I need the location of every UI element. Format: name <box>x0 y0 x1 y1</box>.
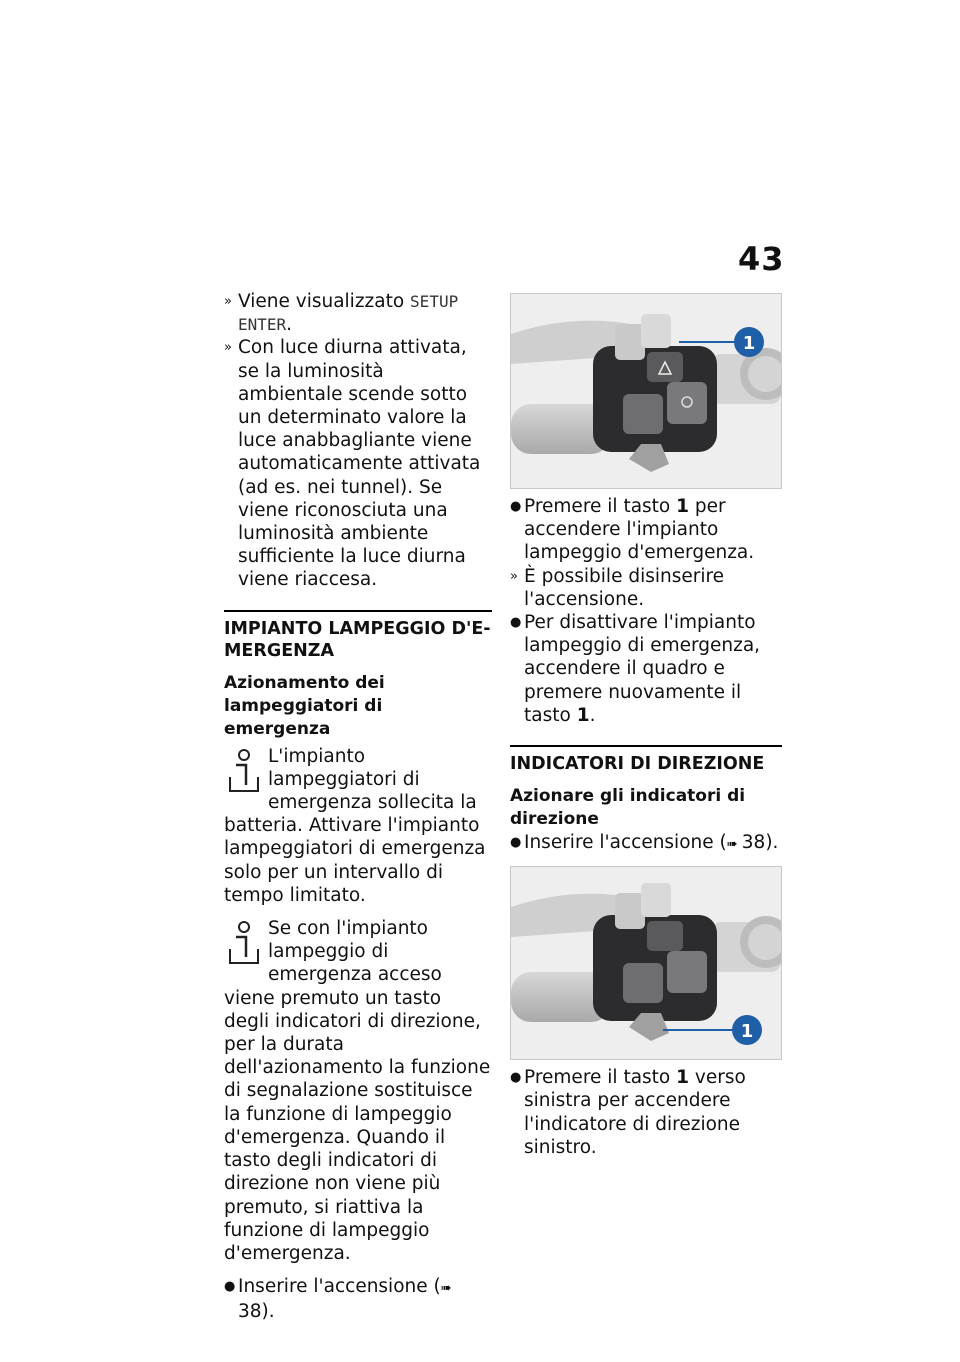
step-item: ● Premere il tasto 1 per accendere l'impianto lampeggio d'emergenza. <box>510 496 755 564</box>
section-title: IMPIANTO LAMPEGGIO D'E- MERGENZA <box>224 618 491 661</box>
right-column <box>510 293 782 1159</box>
handlebar-switch-figure <box>510 293 782 489</box>
figure-callout: 1 <box>740 1021 754 1043</box>
display-text: SETUP ENTER <box>238 292 459 335</box>
info-icon <box>224 747 264 793</box>
result-item: » Con luce diurna attivata, se la luminosità ambientale scende sotto un determinato valore la luce anabbagliante viene automaticamente attivata (ad es. nei tunnel). Se viene riconosciuta una luminosità ambiente sufficiente la luce diurna viene riaccesa. <box>224 337 481 591</box>
switch-illustration <box>511 867 781 1059</box>
bullet-icon: ● <box>510 835 522 851</box>
subheading: Azionare gli indicatori di direzione <box>510 786 746 830</box>
bullet-icon: ● <box>510 1070 522 1086</box>
result-item: » È possibile disinserire l'accensione. <box>510 565 725 610</box>
result-item: » Viene visualizzato SETUP ENTER. <box>224 291 459 336</box>
page-ref-arrow-icon: ➠ <box>726 837 742 853</box>
info-note: L'impianto lampeggiatori di emergenza sollecita la batteria. Attivare l'impianto lampeggiatori di emergenza solo per un intervallo di tempo limitato. <box>224 745 486 906</box>
result-chevron-icon: » <box>224 294 232 309</box>
left-column <box>224 290 492 1324</box>
section-heading-hazard <box>224 610 492 662</box>
step-item: ● Premere il tasto 1 verso sinistra per accendere l'indicatore di direzione sinistro. <box>510 1067 746 1158</box>
page-number: 43 <box>738 240 785 278</box>
section-title: INDICATORI DI DIREZIONE <box>510 754 765 775</box>
step-item: ● Per disattivare l'impianto lampeggio di emergenza, accendere il quadro e premere nuovamente il tasto 1. <box>510 612 761 726</box>
handlebar-switch-figure <box>510 866 782 1060</box>
page-ref-arrow-icon: ➠ <box>440 1281 452 1297</box>
section-heading-indicators <box>510 745 782 775</box>
subheading: Azionamento dei lampeggiatori di emergenza <box>224 672 385 739</box>
info-icon <box>224 919 264 965</box>
bullet-icon: ● <box>224 1279 236 1295</box>
info-note: Se con l'impianto lampeggio di emergenza acceso viene premuto un tasto degli indicatori di direzione, per la durata dell'azionamento la funzione di segnalazione sostituisce la funzione di lampeggio d'emergenza. Quando il tasto degli indicatori di direzione non viene più premuto, si riattiva la funzione di lampeggio d'emergenza. <box>224 918 491 1264</box>
result-chevron-icon: » <box>224 340 232 356</box>
result-chevron-icon: » <box>510 568 518 584</box>
step-item: ● Inserire l'accensione (➠ 38). <box>224 1276 452 1323</box>
figure-callout: 1 <box>742 333 756 354</box>
step-item: ● Inserire l'accensione (➠ 38). <box>510 832 779 854</box>
bullet-icon: ● <box>510 499 522 514</box>
switch-illustration <box>511 294 781 488</box>
bullet-icon: ● <box>510 615 522 631</box>
